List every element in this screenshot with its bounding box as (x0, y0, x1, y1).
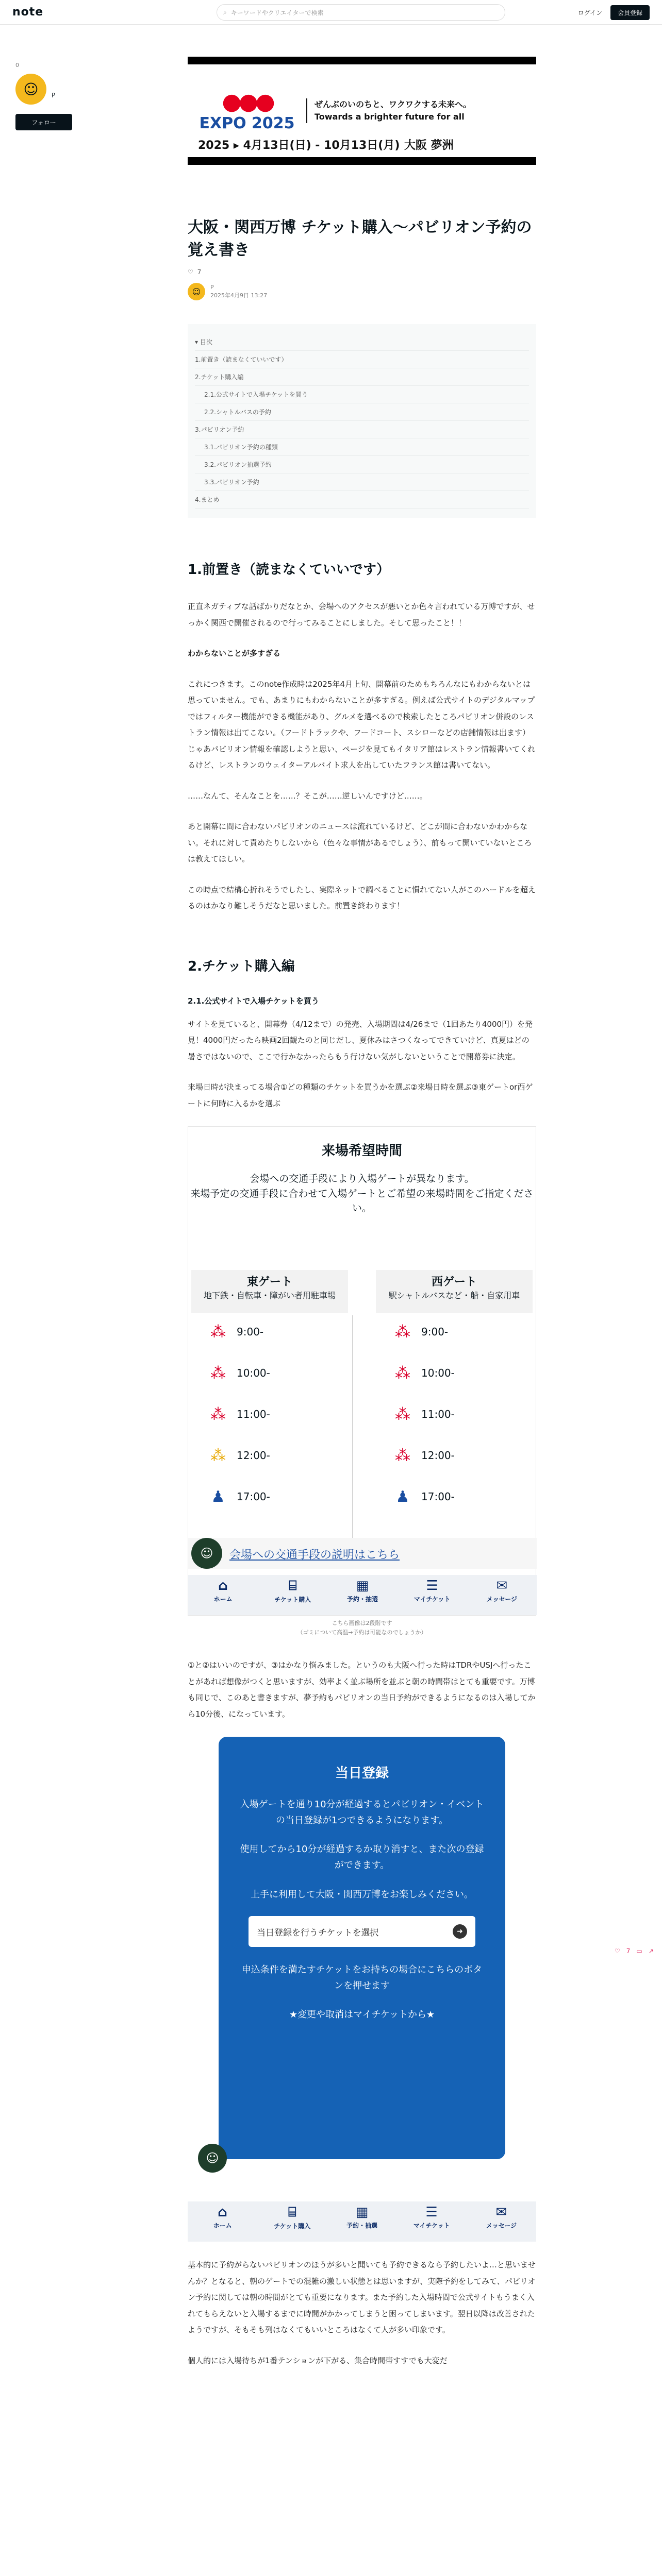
card-title: 来場希望時間 (321, 1143, 402, 1159)
gate-divider (352, 1315, 353, 1542)
ticket-icon: ⌸ (288, 2205, 296, 2221)
gate-time-screenshot (188, 1126, 536, 1616)
article-main (188, 57, 536, 2383)
calendar-icon: ▦ (355, 2205, 369, 2221)
mail-icon: ✉ (496, 1578, 508, 1594)
east-slot-10[interactable]: ⁂ 10:00- (207, 1362, 270, 1384)
toc-item[interactable]: 2.2.シャトルバスの予約 (195, 403, 529, 421)
crowd-icon: ⁂ (210, 1364, 226, 1382)
paragraph: サイトを見ていると、開幕券（4/12まで）の発売、入場期間は4/26まで（1回あたり4000円）を発見！4000円だったら映画2回観たのと同じだし、夏休みはさつくなってできていけど、真夏はどの暑さではないので、ここで行かなかったらもう行けない気がしないということで開幕券に決定。 (188, 1019, 533, 1061)
share-icon[interactable]: ↗ (648, 1947, 654, 1955)
paragraph: これにつきます。このnote作成時は2025年4月上旬、開幕前のためもちろんなにもわからないとは思っていません。でも、あまりにもわからないことが多すぎる。例えば公式サイトのデジタルマップではフィルター機能ができる機能があり、グルメを選べるので検索したところパビリオン併設のレストラン情報は出てこない。（フードトラックや、フードコート、スシローなどの店舗情報は出ます）じゃあパビリオン情報を確認しようと思い、ページを見てもイタリア館はレストラン情報書いてくれるけど、レストランのウェイターアルバイト求人を出していたフランス館は書いてない。 (188, 679, 536, 770)
post-date: 2025年4月9日 13:27 (210, 292, 268, 299)
mail-icon: ✉ (495, 2205, 507, 2221)
author-avatar-small[interactable]: ☺ (188, 283, 205, 300)
toc-item[interactable]: 3.2.パビリオン抽選予約 (195, 456, 529, 473)
myticket-note[interactable]: ★変更や取消はマイチケットから★ (289, 2009, 435, 2021)
tab-reserve[interactable]: ▦ 予約・抽選 (327, 2201, 396, 2242)
top-header (0, 0, 662, 25)
day-registration-screenshot (208, 1737, 516, 2242)
west-slot-9[interactable]: ⁂ 9:00- (391, 1320, 448, 1343)
crowd-icon: ⁂ (395, 1323, 410, 1341)
crowd-icon: ⁂ (210, 1446, 226, 1465)
west-slot-11[interactable]: ⁂ 11:00- (391, 1403, 455, 1426)
panel-text: 使用してから10分が経過するか取り消すと、また次の登録ができます。 (240, 1844, 484, 1871)
paragraph: ①と②はいいのですが、③はかなり悩みました。というのも大阪へ行った時はTDRやUSJへ行ったことがあれば想像がつくと思いますが、効率よく並ぶ場所を並ぶと朝の時間帯はとても重要です。万博も同じで、このあと書きますが、夢予約もパビリオンの当日予約ができるようになるのは入場してから10分後、になっています。 (188, 1660, 536, 1719)
app-tabbar (188, 1575, 537, 1615)
toc-item[interactable]: 3.3.パビリオン予約 (195, 473, 529, 491)
west-slot-12[interactable]: ⁂ 12:00- (391, 1444, 455, 1467)
east-slot-12[interactable]: ⁂ 12:00- (207, 1444, 270, 1467)
panel-text: 申込条件を満たすチケットをお持ちの場合にこちらのボタンを押せます (241, 1964, 483, 1991)
paragraph: 基本的に予約がらないパビリオンのほうが多いと聞いても予約できるなら予約したいよ…と思いませんか？となると、朝のゲートでの混雑の激しい状態とは思いますが、実際予約をしてみて、パビリオン予約に関しては朝の時間がとても重要になります。また予約した入場時間で公式サイトもうまく入れてもらえないと入場するまでに時間がかかってしまうと困ってしまいます。翌日以降は改善されたようですが、そもそも列はなくてもいいところはなくて人が多い印象です。 (188, 2260, 536, 2335)
arrow-right-icon: ➜ (453, 1924, 467, 1939)
signup-button[interactable]: 会員登録 (610, 5, 650, 20)
list-icon: ☰ (425, 2205, 438, 2221)
paragraph: あと開幕に間に合わないパビリオンのニュースは流れているけど、どこが間に合わないかわからない。それに対して責めたりしないから（色々な事情があるでしょう）、前もって開いていないところは教えてほしい。 (188, 822, 532, 863)
tab-myticket[interactable]: ☰ マイチケット (398, 1575, 467, 1615)
like-count: 7 (197, 268, 202, 276)
east-gate-header: 東ゲート 地下鉄・自転車・障がい者用駐車場 (191, 1270, 348, 1313)
calendar-icon: ▦ (356, 1578, 369, 1594)
ticket-icon: ⌸ (289, 1578, 297, 1594)
paragraph-bold: わからないことが多すぎる (188, 649, 281, 658)
select-ticket-label: 当日登録を行うチケットを選択 (257, 1927, 379, 1938)
tab-ticket[interactable]: ⌸ チケット購入 (258, 1575, 327, 1615)
toc-item[interactable]: ▾ 目次 (195, 333, 529, 351)
follow-button[interactable] (15, 114, 72, 130)
panel-title: 当日登録 (335, 1766, 389, 1782)
crowd-icon: ⁂ (395, 1364, 410, 1382)
east-slot-9[interactable]: ⁂ 9:00- (207, 1320, 263, 1343)
author-name-inline[interactable]: P (210, 283, 214, 291)
login-button[interactable]: ログイン (577, 9, 602, 16)
toc-item[interactable]: 3.パビリオン予約 (195, 421, 529, 438)
sidebar-category: 0 (15, 62, 19, 69)
panel-text: 入場ゲートを通り10分が経過するとパビリオン・イベントの当日登録が1つできるようになります。 (240, 1799, 484, 1826)
toc-item[interactable]: 3.1.パビリオン予約の種類 (195, 438, 529, 456)
paragraph: ……なんて、そんなことを……？そこが……逆しいんですけど……。 (188, 791, 427, 801)
crowd-icon: ⁂ (210, 1405, 226, 1423)
image-caption: こちら画像は2段階です （ゴミについて高温→予約は可能なのでしょうか） (297, 1620, 427, 1636)
tab-home[interactable]: ⌂ ホーム (188, 2201, 257, 2242)
west-slot-10[interactable]: ⁂ 10:00- (391, 1362, 455, 1384)
tab-home[interactable]: ⌂ ホーム (188, 1575, 258, 1615)
search-icon: ⌕ (223, 8, 227, 16)
author-row (188, 283, 536, 300)
heart-icon[interactable]: ♡ (615, 1947, 620, 1955)
crowd-icon: ⁂ (395, 1405, 410, 1423)
toc-item[interactable]: 4.まとめ (195, 491, 529, 509)
tab-message[interactable]: ✉ メッセージ (467, 1575, 537, 1615)
article-title: 大阪・関西万博 チケット購入〜パビリオン予約の覚え書き (188, 218, 532, 259)
table-of-contents (188, 324, 536, 518)
app-tabbar (188, 2201, 536, 2242)
person-icon: ♟ (211, 1487, 225, 1506)
paragraph: 正直ネガティブな話ばかりだなとか、会場へのアクセスが悪いとか色々言われている万博ですが、せっかく関西で開催されるので行ってみることにしました。そして思ったこと！！ (188, 602, 535, 628)
search-placeholder: キーワードやクリエイターで検索 (230, 9, 324, 16)
hero-date: 2025 ▸ 4月13日(日) - 10月13日(月) (198, 139, 400, 152)
tab-message[interactable]: ✉ メッセージ (467, 2201, 536, 2242)
hero-image (188, 57, 536, 165)
section-heading-1: 1.前置き（読まなくていいです） (188, 562, 390, 578)
paragraph: 個人的には入場待ちが1番テンションが下がる、集合時間帯すすでも大変だ (188, 2355, 448, 2365)
tab-myticket[interactable]: ☰ マイチケット (397, 2201, 467, 2242)
west-gate-header: 西ゲート 駅シャトルバスなど・船・自家用車 (376, 1270, 533, 1313)
crowd-icon: ⁂ (210, 1323, 226, 1341)
home-icon: ⌂ (218, 1578, 228, 1594)
heart-icon[interactable]: ♡ (188, 268, 193, 276)
subsection-heading: 2.1.公式サイトで入場チケットを買う (188, 996, 319, 1006)
west-slot-17[interactable]: ♟ 17:00- (391, 1485, 455, 1508)
author-sidebar (15, 62, 93, 130)
note-logo[interactable]: note (12, 6, 44, 19)
tab-reserve[interactable]: ▦ 予約・抽選 (327, 1575, 397, 1615)
meta-row (188, 268, 536, 276)
select-ticket-button[interactable] (249, 1916, 475, 1947)
list-icon: ☰ (426, 1578, 438, 1594)
transport-info-link[interactable]: 会場への交通手段の説明はこちら (188, 1538, 537, 1569)
card-subtitle: 会場への交通手段により入場ゲートが異なります。 来場予定の交通手段に合わせて入場ゲートとご希望の来場時間をご指定ください。 (190, 1173, 534, 1214)
crowd-icon: ⁂ (395, 1446, 410, 1465)
registration-panel (219, 1737, 505, 2159)
section-heading-2: 2.チケット購入編 (188, 958, 295, 974)
home-icon: ⌂ (218, 2205, 227, 2221)
assistant-bubble-icon[interactable]: ☺ (198, 2144, 227, 2173)
author-name[interactable]: P (52, 92, 56, 99)
float-like-count: 7 (626, 1947, 631, 1955)
toc-item[interactable]: 2.チケット購入編 (195, 368, 529, 386)
tab-ticket[interactable]: ⌸ チケット購入 (257, 2201, 327, 2242)
east-slot-17[interactable]: ♟ 17:00- (207, 1485, 270, 1508)
east-slot-11[interactable]: ⁂ 11:00- (207, 1403, 270, 1426)
author-avatar[interactable]: ☺ (15, 74, 46, 105)
follow-label: フォロー (31, 118, 56, 126)
paragraph: 来場日時が決まってる場合①どの種類のチケットを買うかを選ぶ②来場日時を選ぶ③東ゲートor西ゲートに何時に入るかを選ぶ (188, 1082, 533, 1108)
toc-item[interactable]: 1.前置き（読まなくていいです） (195, 351, 529, 368)
floating-actions (615, 1947, 654, 1955)
assistant-bubble-icon[interactable]: ☺ (191, 1538, 222, 1569)
hero-place: 大阪 夢洲 (404, 139, 454, 152)
paragraph: この時点で結構心折れそうでしたし、実際ネットで調べることに慣れてない人がこのハードルを超えるのはかなり難しそうだなと思いました。前置き終わります！ (188, 885, 536, 910)
expo-logo: ●●● EXPO 2025 (199, 89, 295, 132)
hero-slogan: ぜんぶのいのちと、ワクワクする未来へ。 Towards a brighter future for all (306, 98, 471, 123)
panel-text: 上手に利用して大阪・関西万博をお楽しみください。 (251, 1889, 473, 1900)
comment-icon[interactable]: ▭ (636, 1947, 642, 1955)
search-input[interactable] (217, 4, 505, 21)
toc-item[interactable]: 2.1.公式サイトで入場チケットを買う (195, 386, 529, 403)
person-icon: ♟ (395, 1487, 410, 1506)
